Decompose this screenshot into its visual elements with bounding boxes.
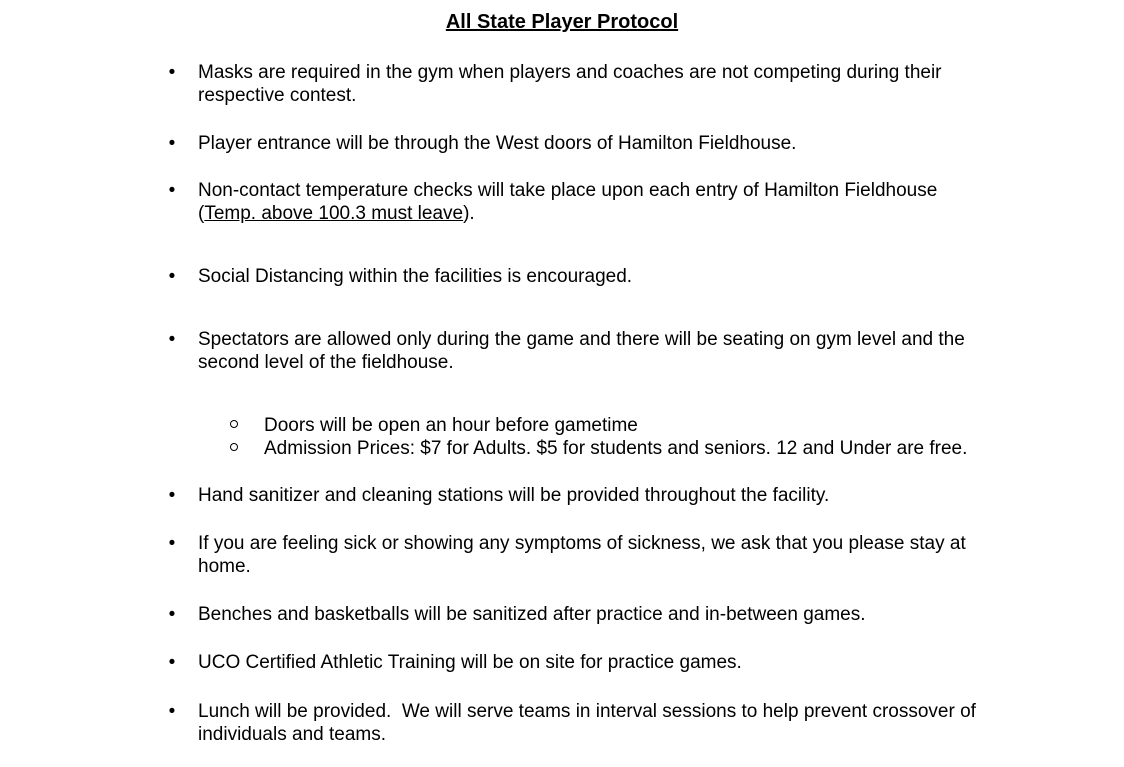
list-item-text: Hand sanitizer and cleaning stations will be provided throughout the facility.	[198, 485, 830, 506]
bullet-icon: •	[168, 329, 176, 350]
list-item-text: Non-contact temperature checks will take place upon each entry of Hamilton Fieldhouse (	[198, 180, 938, 224]
list-item-masks	[168, 61, 998, 107]
circle-bullet-icon	[230, 420, 238, 428]
bullet-icon: •	[168, 180, 176, 201]
list-item-spectators	[168, 328, 998, 374]
bullet-icon: •	[168, 652, 176, 673]
bullet-icon: •	[168, 62, 176, 83]
list-item-training	[168, 651, 998, 674]
sub-item-admission	[264, 437, 984, 460]
list-item-text: Spectators are allowed only during the game and there will be seating on gym level and the second level of the fieldhouse.	[198, 329, 965, 373]
list-item-temperature	[168, 179, 998, 225]
list-item-text: UCO Certified Athletic Training will be on site for practice games.	[198, 652, 742, 673]
bullet-icon: •	[168, 604, 176, 625]
bullet-icon: •	[168, 485, 176, 506]
sub-item-text: Admission Prices: $7 for Adults. $5 for students and seniors. 12 and Under are free.	[264, 438, 968, 459]
sub-item-text: Doors will be open an hour before gametime	[264, 415, 638, 436]
temperature-rule: Temp. above 100.3 must leave	[204, 203, 464, 224]
list-item-benches	[168, 603, 998, 626]
list-item-text: Lunch will be provided. We will serve teams in interval sessions to help prevent crossover of individuals and teams.	[198, 701, 982, 745]
list-item-text: Player entrance will be through the West doors of Hamilton Fieldhouse.	[198, 133, 797, 154]
page-title: All State Player Protocol	[445, 11, 679, 33]
list-item-distancing	[168, 265, 998, 288]
list-item-text: Masks are required in the gym when players and coaches are not competing during their respective contest.	[198, 62, 942, 106]
list-item-text: Social Distancing within the facilities is encouraged.	[198, 266, 633, 287]
bullet-icon: •	[168, 133, 176, 154]
bullet-icon: •	[168, 266, 176, 287]
list-item-sanitizer	[168, 484, 998, 507]
list-item-lunch	[168, 700, 998, 746]
sub-item-doors	[264, 414, 984, 437]
list-item-sick	[168, 532, 998, 578]
bullet-icon: •	[168, 533, 176, 554]
list-item-entrance	[168, 132, 998, 155]
list-item-text: Benches and basketballs will be sanitized after practice and in-between games.	[198, 604, 866, 625]
list-item-text-end: ).	[463, 203, 475, 224]
circle-bullet-icon	[230, 443, 238, 451]
bullet-icon: •	[168, 701, 176, 722]
list-item-text: If you are feeling sick or showing any symptoms of sickness, we ask that you please stay at home.	[198, 533, 966, 577]
